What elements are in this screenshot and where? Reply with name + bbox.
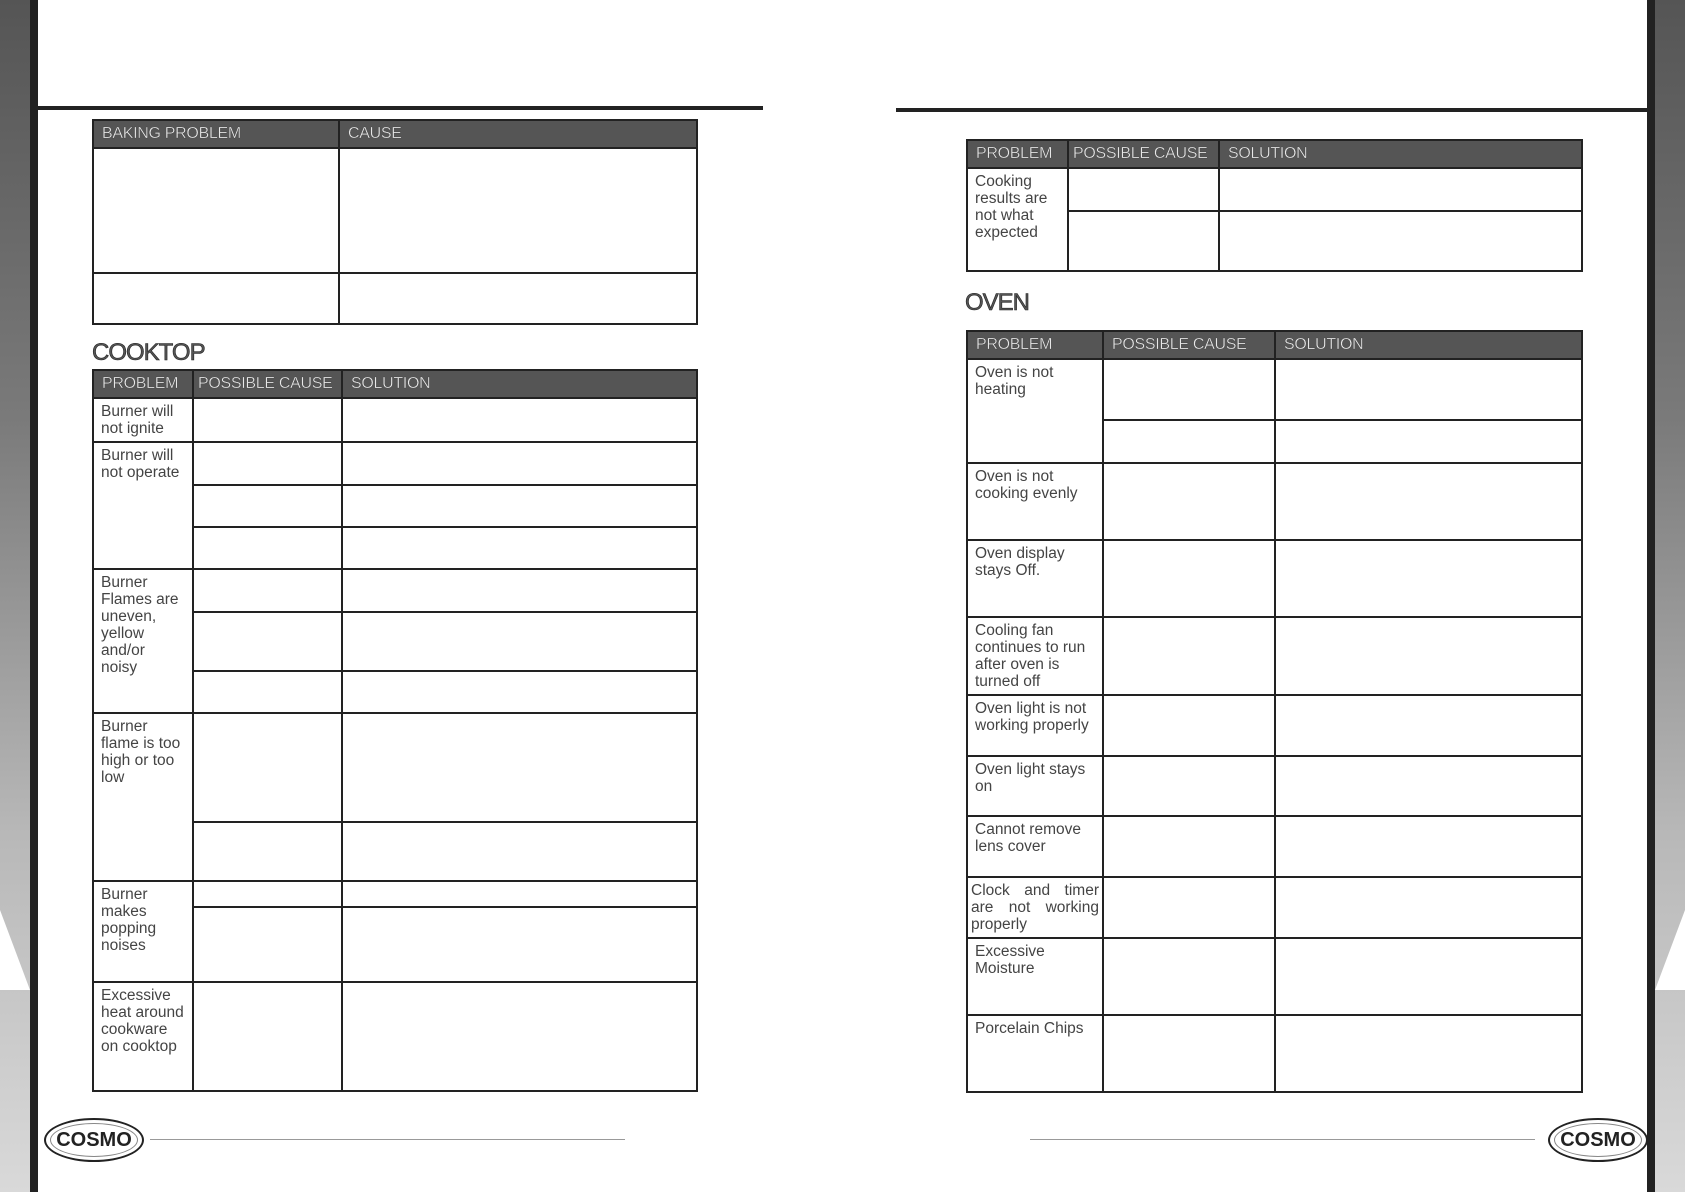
cause-cell (1103, 816, 1275, 877)
problem-cell: Cooling fan continues to run after oven is turned off (967, 617, 1103, 695)
solution-cell (1275, 1015, 1582, 1092)
logo-text: COSMO (1560, 1128, 1636, 1151)
right-edge-notch (1655, 910, 1685, 990)
problem-cell: Oven light stays on (967, 756, 1103, 816)
cause-cell (193, 612, 342, 671)
solution-cell (1275, 938, 1582, 1015)
header-possible-cause: POSSIBLE CAUSE (1068, 140, 1219, 168)
cause-cell (1103, 877, 1275, 938)
header-possible-cause: POSSIBLE CAUSE (193, 370, 342, 398)
solution-cell (1275, 877, 1582, 938)
cause-cell (193, 485, 342, 527)
header-solution: SOLUTION (1275, 331, 1582, 359)
cause-cell (1103, 359, 1275, 420)
cause-cell (1103, 617, 1275, 695)
solution-cell (1275, 695, 1582, 756)
cause-cell (193, 907, 342, 982)
header-possible-cause: POSSIBLE CAUSE (1103, 331, 1275, 359)
solution-cell (1275, 463, 1582, 540)
solution-cell (342, 671, 697, 713)
cooktop-table (92, 369, 698, 1092)
problem-cell: Burner flame is too high or too low (93, 713, 193, 881)
cause-cell (1103, 463, 1275, 540)
solution-cell (342, 569, 697, 612)
cause-cell (1068, 211, 1219, 271)
problem-cell: Burner will not operate (93, 442, 193, 569)
table-cell (93, 148, 339, 273)
problem-cell: Porcelain Chips (967, 1015, 1103, 1092)
solution-cell (342, 398, 697, 442)
oven-title: OVEN (965, 289, 1030, 316)
cause-cell (193, 713, 342, 822)
problem-cell: Excessive heat around cookware on cooktop (93, 982, 193, 1091)
footer-line-left (150, 1139, 625, 1140)
header-problem: PROBLEM (967, 140, 1068, 168)
solution-cell (1275, 756, 1582, 816)
problem-cell: Cooking results are not what expected (967, 168, 1068, 271)
header-cause: CAUSE (339, 120, 697, 148)
solution-cell (1275, 540, 1582, 617)
solution-cell (342, 713, 697, 822)
header-problem: PROBLEM (93, 370, 193, 398)
cause-cell (193, 671, 342, 713)
solution-cell (1275, 816, 1582, 877)
cause-cell (1103, 420, 1275, 463)
problem-cell: Burner makes popping noises (93, 881, 193, 982)
table-cell (93, 273, 339, 324)
problem-cell: Excessive Moisture (967, 938, 1103, 1015)
header-solution: SOLUTION (342, 370, 697, 398)
cosmo-logo-left (44, 1118, 144, 1162)
left-header-rule (30, 106, 763, 110)
solution-cell (1219, 168, 1582, 211)
cosmo-logo-right (1548, 1118, 1648, 1162)
solution-cell (342, 822, 697, 881)
logo-ring (1554, 1123, 1642, 1157)
solution-cell (342, 982, 697, 1091)
problem-cell: Oven is not cooking evenly (967, 463, 1103, 540)
footer-line-right (1030, 1139, 1535, 1140)
table-cell (339, 273, 697, 324)
cause-cell (193, 982, 342, 1091)
table-cell (339, 148, 697, 273)
header-problem: PROBLEM (967, 331, 1103, 359)
cause-cell (1103, 695, 1275, 756)
header-solution: SOLUTION (1219, 140, 1582, 168)
right-header-rule (896, 108, 1648, 112)
cause-cell (193, 822, 342, 881)
cause-cell (193, 569, 342, 612)
solution-cell (342, 881, 697, 907)
problem-cell: Burner Flames are uneven, yellow and/or noisy (93, 569, 193, 713)
solution-cell (1275, 420, 1582, 463)
problem-cell: Clock and timer are not working properly (967, 877, 1103, 938)
left-edge-notch (0, 910, 30, 990)
solution-cell (1275, 359, 1582, 420)
cause-cell (193, 442, 342, 485)
oven-table (966, 330, 1583, 1093)
cause-cell (1103, 1015, 1275, 1092)
right-page-edge (1655, 0, 1685, 1192)
cooktop-title: COOKTOP (92, 339, 205, 366)
cause-cell (1103, 540, 1275, 617)
left-page-edge-line (30, 0, 38, 1192)
solution-cell (1275, 617, 1582, 695)
solution-cell (342, 527, 697, 569)
general-problem-table (966, 139, 1583, 272)
problem-cell: Oven light is not working properly (967, 695, 1103, 756)
problem-cell: Oven is not heating (967, 359, 1103, 463)
solution-cell (1219, 211, 1582, 271)
left-page-edge (0, 0, 30, 1192)
cause-cell (1068, 168, 1219, 211)
problem-cell: Burner will not ignite (93, 398, 193, 442)
solution-cell (342, 485, 697, 527)
baking-problem-table (92, 119, 698, 325)
problem-cell: Cannot remove lens cover (967, 816, 1103, 877)
cause-cell (1103, 756, 1275, 816)
header-baking-problem: BAKING PROBLEM (93, 120, 339, 148)
cause-cell (193, 398, 342, 442)
solution-cell (342, 612, 697, 671)
problem-cell: Oven display stays Off. (967, 540, 1103, 617)
cause-cell (193, 527, 342, 569)
cause-cell (193, 881, 342, 907)
logo-text: COSMO (56, 1128, 132, 1151)
solution-cell (342, 907, 697, 982)
solution-cell (342, 442, 697, 485)
cause-cell (1103, 938, 1275, 1015)
right-page-edge-line (1647, 0, 1655, 1192)
logo-ring (50, 1123, 138, 1157)
